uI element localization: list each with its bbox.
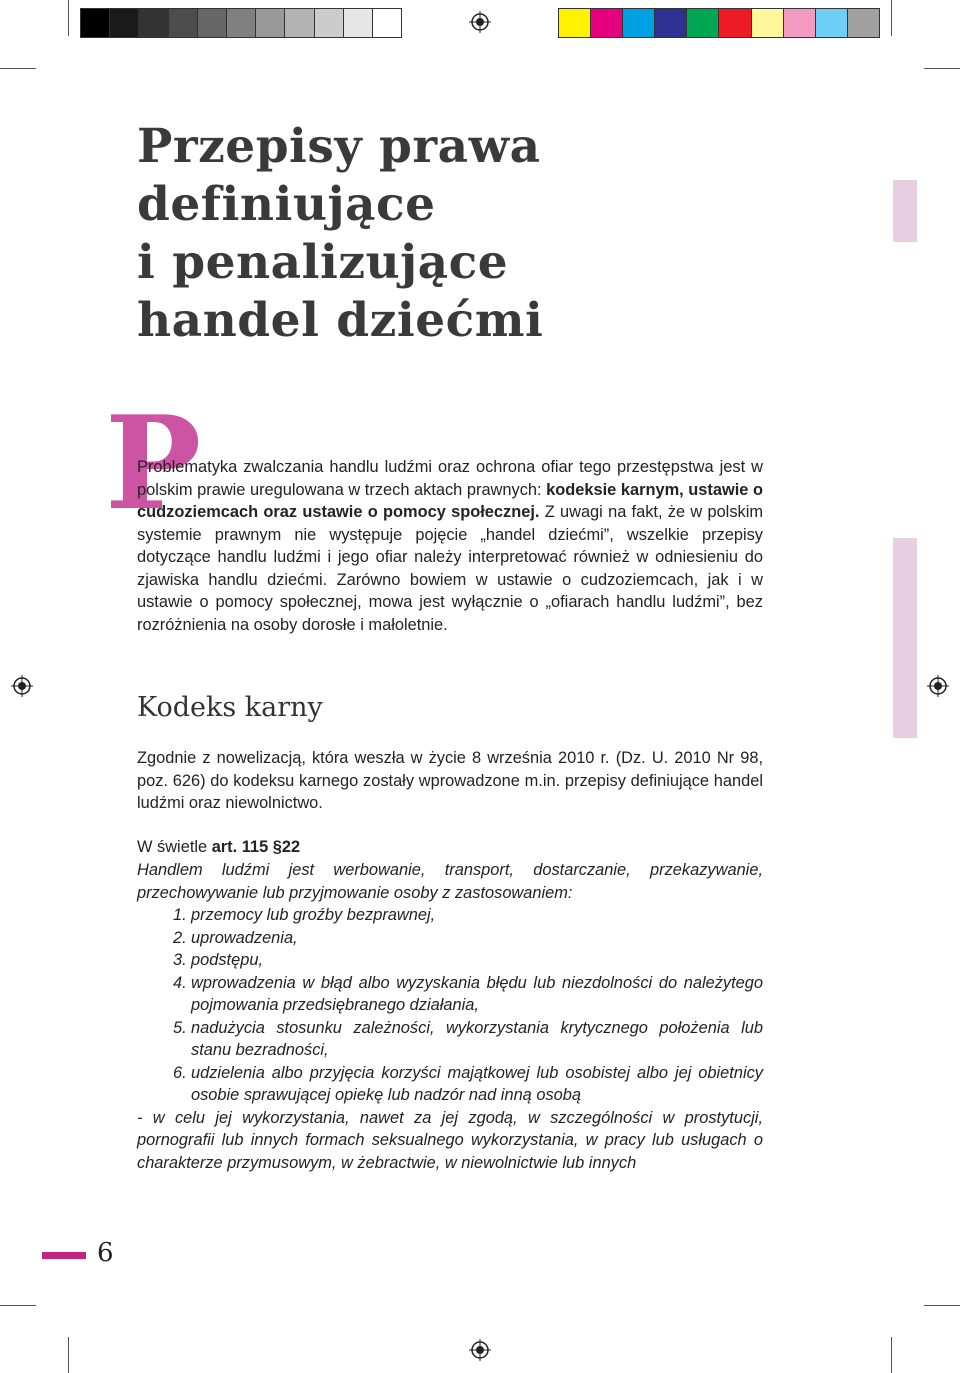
- crop-mark: [68, 1337, 69, 1373]
- intro-text-end: Z uwagi na fakt, że w polskim systemie prawnym nie występuje pojęcie „handel dziećmi”, wszelkie przepisy dotyczące handlu ludźmi i jego ofiar należy interpretować również w odniesieniu do zjawiska handlu dziećmi. Zarówno bowiem w ustawie o cudzoziemcach, jak i w ustawie o pomocy społecznej, mowa jest wyłącznie o „ofiarach handlu ludźmi”, bez rozróżnienia na osoby dorosłe i małoletnie.: [137, 503, 764, 634]
- chapter-title-line: definiujące: [137, 177, 436, 232]
- definition-intro: Handlem ludźmi jest werbowanie, transport, dostarczanie, przekazywanie, przechowywanie lub przyjmowanie osoby z zastosowaniem:: [137, 861, 763, 902]
- side-tab-marker: [893, 538, 917, 738]
- color-swatch: [81, 9, 110, 37]
- list-item-number: 6.: [173, 1063, 187, 1082]
- chapter-title: [137, 118, 543, 350]
- list-item: [137, 927, 763, 950]
- list-item: [137, 1017, 763, 1062]
- chapter-title-line: i penalizujące: [137, 235, 509, 290]
- color-swatch: [198, 9, 227, 37]
- list-item: [137, 949, 763, 972]
- list-item: [137, 904, 763, 927]
- color-swatch: [110, 9, 139, 37]
- color-swatch: [623, 9, 655, 37]
- section-paragraph: Zgodnie z nowelizacją, która weszła w życie 8 września 2010 r. (Dz. U. 2010 Nr 98, poz. 626) do kodeksu karnego zostały wprowadzone m.in. przepisy definiujące handel ludźmi oraz niewolnictwo.: [137, 749, 763, 812]
- color-swatch: [559, 9, 591, 37]
- list-item-text: nadużycia stosunku zależności, wykorzystania krytycznego położenia lub stanu bezradności,: [191, 1018, 763, 1059]
- cmyk-color-bar: [558, 8, 880, 38]
- article-prefix: W świetle: [137, 838, 212, 856]
- list-item: [137, 1062, 763, 1107]
- color-swatch: [373, 9, 401, 37]
- list-item-text: wprowadzenia w błąd albo wyzyskania błędu lub niezdolności do należytego pojmowania przedsiębranego działania,: [191, 973, 763, 1014]
- side-tab-marker: [893, 180, 917, 242]
- drop-cap: P: [105, 389, 202, 539]
- crop-mark: [924, 1305, 960, 1306]
- crop-mark: [68, 0, 69, 36]
- color-swatch: [752, 9, 784, 37]
- crop-mark: [924, 68, 960, 69]
- page-number: 6: [97, 1238, 114, 1268]
- color-swatch: [687, 9, 719, 37]
- list-item-text: udzielenia albo przyjęcia korzyści majątkowej lub osobistej albo jej obietnicy osobie sprawującej opiekę lub nadzór nad inną osobą: [191, 1063, 763, 1104]
- list-item-number: 2.: [173, 928, 187, 947]
- list-item-number: 3.: [173, 951, 187, 969]
- list-item-text: podstępu,: [191, 951, 263, 969]
- section-heading: Kodeks karny: [137, 692, 323, 723]
- article-reference: art. 115 §22: [211, 838, 301, 856]
- list-item: [137, 972, 763, 1017]
- crop-mark: [891, 1337, 892, 1373]
- definition-list: [137, 904, 763, 1107]
- intro-text-start: Problematyka zwalczania handlu ludźmi oraz ochrona ofiar tego przestępstwa jest w polskim prawie uregulowana w trzech aktach prawnych:: [137, 458, 763, 499]
- color-swatch: [784, 9, 816, 37]
- registration-mark-bottom-icon: [469, 1339, 491, 1361]
- intro-paragraph: [137, 456, 763, 636]
- crop-mark: [0, 1305, 36, 1306]
- color-swatch: [315, 9, 344, 37]
- registration-mark-right-icon: [927, 675, 949, 697]
- color-swatch: [848, 9, 879, 37]
- list-item-text: przemocy lub groźby bezprawnej,: [191, 906, 436, 924]
- article-reference-line: [137, 836, 763, 859]
- list-item-text: uprowadzenia,: [191, 928, 298, 947]
- list-item-number: 4.: [173, 973, 187, 992]
- crop-mark: [0, 68, 36, 69]
- color-swatch: [139, 9, 168, 37]
- definition-closing: - w celu jej wykorzystania, nawet za jej zgodą, w szczególności w prostytucji, pornografii lub innych formach seksualnego wykorzystania, w pracy lub usługach o charakterze przymusowym, w żebractwie, w niewolnictwie lub innych: [137, 1108, 763, 1172]
- crop-mark: [891, 0, 892, 36]
- chapter-title-line: Przepisy prawa: [137, 119, 541, 174]
- color-swatch: [256, 9, 285, 37]
- color-swatch: [285, 9, 314, 37]
- color-swatch: [227, 9, 256, 37]
- grayscale-color-bar: [80, 8, 402, 38]
- registration-mark-top-icon: [469, 11, 491, 33]
- color-swatch: [591, 9, 623, 37]
- definition-block: [137, 859, 763, 1174]
- list-item-number: 1.: [173, 906, 187, 924]
- color-swatch: [816, 9, 848, 37]
- intro-bold-acts: kodeksie karnym, ustawie o cudzoziemcach oraz ustawie o pomocy społecznej.: [137, 480, 763, 521]
- list-item-number: 5.: [173, 1018, 187, 1037]
- color-swatch: [655, 9, 687, 37]
- registration-mark-left-icon: [11, 675, 33, 697]
- color-swatch: [344, 9, 373, 37]
- color-swatch: [169, 9, 198, 37]
- page-number-accent-bar: [42, 1252, 86, 1259]
- color-swatch: [719, 9, 751, 37]
- chapter-title-line: handel dziećmi: [137, 293, 544, 348]
